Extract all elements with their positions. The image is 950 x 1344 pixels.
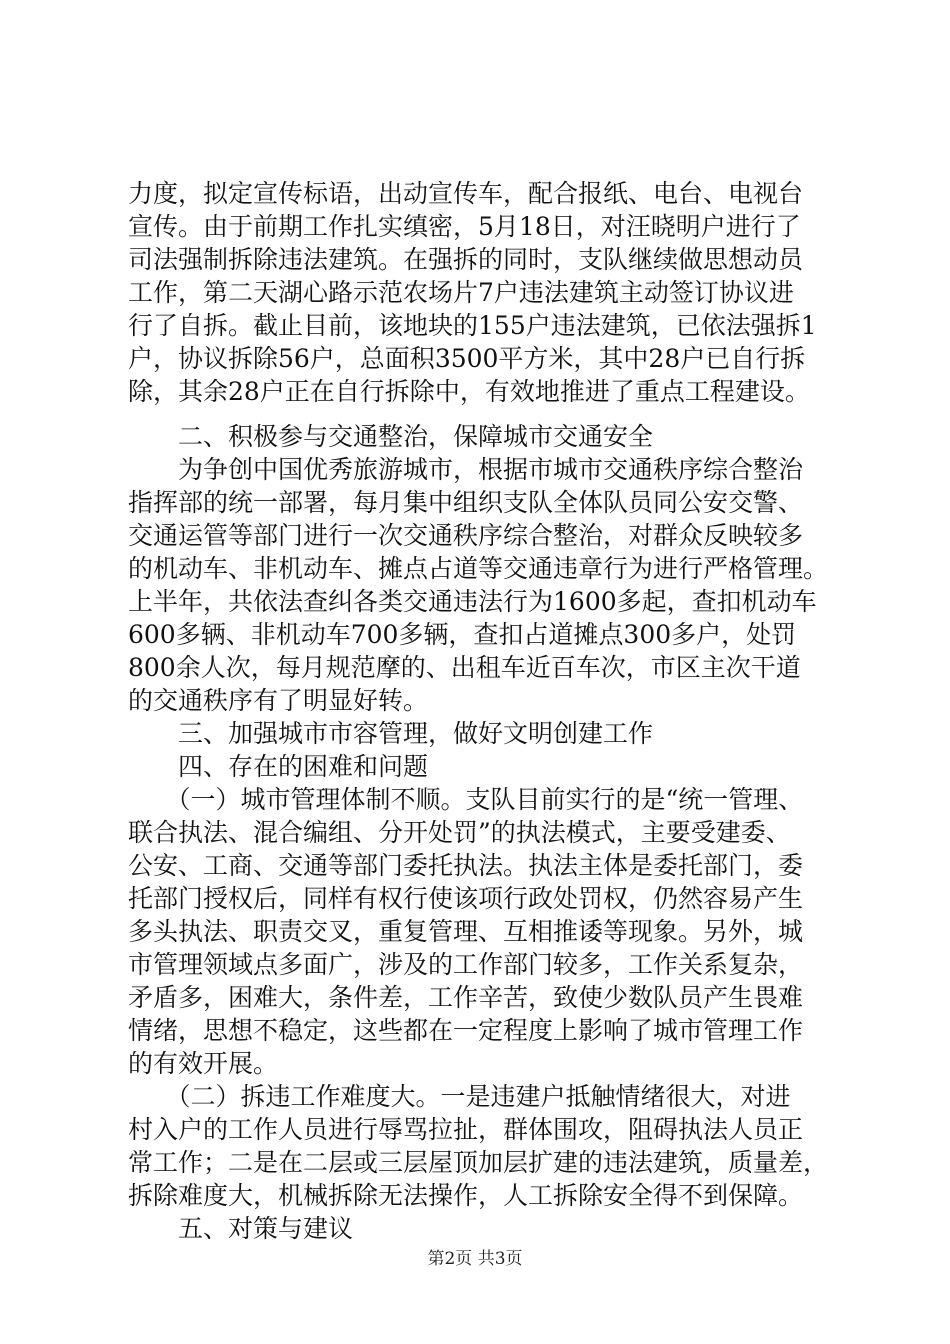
text-line: 力度，拟定宣传标语，出动宣传车，配合报纸、电台、电视台 bbox=[128, 179, 804, 208]
text-line: 公安、工商、交通等部门委托执法。执法主体是委托部门，委 bbox=[128, 851, 804, 880]
text-line: 上半年，共依法查纠各类交通违法行为1600多起，查扣机动车 bbox=[128, 587, 817, 616]
text-line: 交通运管等部门进行一次交通秩序综合整治，对群众反映较多 bbox=[128, 521, 804, 550]
text-line: 市管理领域点多面广，涉及的工作部门较多，工作关系复杂， bbox=[128, 950, 804, 979]
text-line: 800余人次，每月规范摩的、出租车近百车次，市区主次干道 bbox=[128, 653, 801, 682]
text-line: 矛盾多，困难大，条件差，工作辛苦，致使少数队员产生畏难 bbox=[128, 983, 804, 1012]
text-line: 司法强制拆除违法建筑。在强拆的同时，支队继续做思想动员 bbox=[128, 245, 804, 274]
text-line: 为争创中国优秀旅游城市，根据市城市交通秩序综合整治 bbox=[128, 455, 804, 484]
text-line: 的机动车、非机动车、摊点占道等交通违章行为进行严格管理。 bbox=[128, 554, 829, 583]
paragraph-block-demolition bbox=[128, 177, 828, 408]
text-line: 工作，第二天湖心路示范农场片7户违法建筑主动签订协议进 bbox=[128, 278, 794, 307]
text-line: 指挥部的统一部署，每月集中组织支队全体队员同公安交警、 bbox=[128, 488, 804, 517]
text-line: 的交通秩序有了明显好转。 bbox=[128, 686, 429, 715]
text-line: 托部门授权后，同样有权行使该项行政处罚权，仍然容易产生 bbox=[128, 884, 804, 913]
section-heading-difficulties: 四、存在的困难和问题 bbox=[128, 752, 429, 781]
text-line: 村入户的工作人员进行辱骂拉扯，群体围攻，阻碍执法人员正 bbox=[128, 1115, 804, 1144]
section-heading-traffic: 二、积极参与交通整治，保障城市交通安全 bbox=[128, 422, 654, 451]
page-footer: 第2页 共3页 bbox=[427, 1249, 523, 1269]
subsection-heading-management-system: （一）城市管理体制不顺。支队目前实行的是“统一管理、 bbox=[128, 785, 804, 814]
section-heading-countermeasures: 五、对策与建议 bbox=[128, 1214, 354, 1243]
text-line: 的有效开展。 bbox=[128, 1049, 279, 1078]
text-line: 拆除难度大，机械拆除无法操作，人工拆除安全得不到保障。 bbox=[128, 1181, 804, 1210]
text-line: 宣传。由于前期工作扎实缜密，5月18日，对汪晓明户进行了 bbox=[128, 212, 801, 241]
text-line: 常工作；二是在二层或三层屋顶加层扩建的违法建筑，质量差， bbox=[128, 1148, 829, 1177]
text-line: 情绪，思想不稳定，这些都在一定程度上影响了城市管理工作 bbox=[128, 1016, 804, 1045]
section-heading-city-appearance: 三、加强城市市容管理，做好文明创建工作 bbox=[128, 719, 654, 748]
text-line: 联合执法、混合编组、分开处罚”的执法模式，主要受建委、 bbox=[128, 818, 791, 847]
document-body-sections bbox=[128, 420, 828, 1245]
text-line: 600多辆、非机动车700多辆，查扣占道摊点300多户，处罚 bbox=[128, 620, 797, 649]
text-line: 户，协议拆除56户，总面积3500平方米，其中28户已自行拆 bbox=[128, 344, 806, 373]
text-line: 多头执法、职责交叉，重复管理、互相推诿等现象。另外，城 bbox=[128, 917, 804, 946]
text-line: 行了自拆。截止目前，该地块的155户违法建筑，已依法强拆1 bbox=[128, 311, 817, 340]
subsection-heading-demolition-difficulty: （二）拆违工作难度大。一是违建户抵触情绪很大，对进 bbox=[128, 1082, 791, 1111]
text-line: 除，其余28户正在自行拆除中，有效地推进了重点工程建设。 bbox=[128, 377, 810, 406]
